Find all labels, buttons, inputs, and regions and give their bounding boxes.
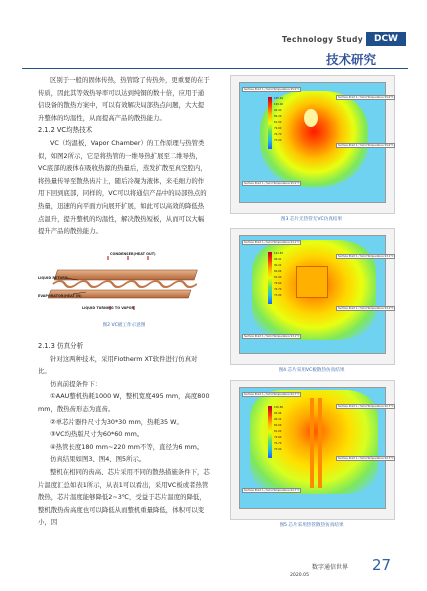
paragraph-6: 整机在相同的齿高、芯片采用不同的散热措施条件下，芯片温度汇总如表1所示，从表1可以看出，采用VC板或者热管散热，芯片温度能够降低2~3℃，受益于芯片温度的降低，整机散热齿高度也可以降低从而整机重量降低，体积可以变小，因 (38, 467, 210, 527)
temperature-legend (268, 406, 284, 458)
legend-value: 100.80 (274, 406, 284, 409)
list-item-4: ④热管长度180 mm~220 mm不等，直径为6 mm。 (50, 442, 204, 451)
legend-value: 95.96 (274, 412, 282, 415)
probe-tag: Surface Point 1 / Solid Temperature 93.1°C (244, 241, 300, 244)
label-liquid-turning: LIQUID TURNING TO VAPOR (82, 306, 135, 310)
legend-value: 76.70 (274, 442, 282, 445)
vc-plate-outline (296, 266, 328, 298)
probe-tag: Surface Point 1 / Solid Temperature 95.0°C (338, 96, 394, 99)
figure-4-simulation (230, 228, 395, 365)
list-item-3: ③VC均热版尺寸为60*60 mm。 (50, 430, 144, 439)
heading-2-1-2: 2.1.2 VC均热技术 (38, 126, 93, 135)
temperature-legend (268, 97, 284, 149)
legend-value: 79.60 (274, 436, 282, 439)
legend-value: 81.00 (274, 430, 282, 433)
legend-value: 75.00 (274, 448, 282, 451)
probe-tag: Surface Point 1 / Solid Temperature 92.7°C (338, 405, 394, 408)
page-number: 27 (372, 556, 392, 574)
logo: DCW (366, 32, 406, 46)
legend-value: 86.29 (274, 115, 282, 118)
heat-pipe (318, 398, 322, 488)
temperature-legend (268, 252, 284, 304)
legend-value: 90.22 (274, 418, 282, 421)
hotspot (304, 109, 318, 127)
heat-plate (239, 82, 394, 203)
probe-tag: Surface Point 1 / Solid Temperature 95.0°C (244, 88, 300, 91)
legend-value: 75.00 (274, 139, 282, 142)
legend-value: 94.40 (274, 109, 282, 112)
figure-3-caption: 图3 芯片无热管无VC仿真结果 (280, 217, 343, 222)
label-liquid-return: LIQUID RETURN (38, 276, 68, 280)
heat-pipe (310, 398, 314, 488)
probe-tag: Surface Point 1 / Solid Temperature 95.0°C (244, 182, 300, 185)
legend-value: 84.69 (274, 424, 282, 427)
legend-value: 76.70 (274, 133, 282, 136)
legend-value: 105.94 (274, 97, 284, 100)
heading-2-1-3: 2.1.3 仿真分析 (38, 342, 84, 350)
legend-value: 79.60 (274, 282, 282, 285)
probe-tag: Surface Point 1 / Solid Temperature 95.0°C (338, 144, 394, 147)
paragraph-4: 仿真前提条件下： (50, 379, 102, 388)
header-section-cn: 技术研究 (326, 52, 377, 67)
probe-tag: Surface Point 1 / Solid Temperature 92.7°C (244, 489, 300, 492)
text-block-top (38, 74, 210, 238)
probe-tag: Surface Point 1 / Solid Temperature 92.7°C (338, 457, 394, 460)
legend-value: 81.00 (274, 276, 282, 279)
legend-value: 75.00 (274, 294, 282, 297)
paragraph-1: 区别于一般的固体传热，热管除了传热外，更重要的在于传质，因此其等效热导率可以达到纯铜的数十倍，应用于通信设备的散热方案中，可以有效解决局部热点问题，大大提升整体的均温性，从而提高产品的散热能力。 (38, 76, 210, 122)
paragraph-2: VC（均温板，Vapor Chamber）的工作原理与热管类似，如图2所示，它是将热管的一维导热扩展至二维导热，VC底部的液体在吸收热源的热量后，蒸发扩散至真空腔内，将热量传导至散热齿片上，随后冷凝为液体，来毛细力的作用下回到底部，同样的，VC可以将通信产品中的局部热点的热量，迅速的向平面方向展开扩展，如此可以高效的降低热点温升，提升整机的均温性，解决散热短板，从而可以大幅提升产品的散热能力。 (38, 138, 207, 236)
text-block-bottom (38, 340, 210, 529)
vc-diagram-illustration (38, 254, 210, 312)
label-condenser: CONDENSER(HEAT OUT) (110, 252, 156, 256)
footer-date: 2020.05 (290, 573, 309, 578)
header-rule (22, 68, 408, 69)
list-item-1: ①AAU整机热耗1000 W，整机宽度495 mm，高度800 mm，散热齿形态为直齿。 (38, 392, 210, 413)
figure-3-simulation (230, 75, 395, 214)
legend-value: 81.00 (274, 121, 282, 124)
probe-tag: Surface Point 1 / Solid Temperature 93.1°C (244, 335, 300, 338)
header-section-en: Technology Study (282, 35, 364, 44)
footer-magazine-name: 数字通信世界 (312, 564, 349, 571)
legend-value: 90.22 (274, 264, 282, 267)
probe-tag: Surface Point 1 / Solid Temperature 92.7°C (244, 393, 300, 396)
figure-2-vc-diagram (38, 254, 210, 312)
paragraph-3: 针对这两种技术，采用Flotherm XT软件进行仿真对比。 (38, 354, 198, 376)
legend-value: 79.60 (274, 127, 282, 130)
list-item-2: ②单芯片器件尺寸为30*30 mm，热耗35 W。 (50, 417, 183, 426)
figure-4-caption: 图4 芯片采用VC板散热仿真结果 (278, 368, 345, 373)
paragraph-5: 仿真结果如图3、图4、图5所示。 (50, 455, 146, 464)
legend-value: 76.70 (274, 288, 282, 291)
legend-value: 84.69 (274, 270, 282, 273)
label-evaporator: EVAPORATOR(HEAT IN) (38, 294, 82, 298)
legend-value: 96.91 (274, 258, 282, 261)
probe-tag: Surface Point 1 / Solid Temperature 93.1°C (338, 255, 394, 258)
heat-plate (239, 387, 394, 509)
heat-plate (239, 235, 394, 354)
figure-2-caption: 图2 VC板工作示意图 (102, 323, 146, 328)
figure-5-simulation (230, 380, 395, 520)
probe-tag: Surface Point 1 / Solid Temperature 93.1°C (338, 307, 394, 310)
figure-5-caption: 图5 芯片采用热管散热仿真结果 (279, 523, 344, 528)
legend-value: 100.00 (274, 103, 284, 106)
legend-value: 101.83 (274, 252, 284, 255)
